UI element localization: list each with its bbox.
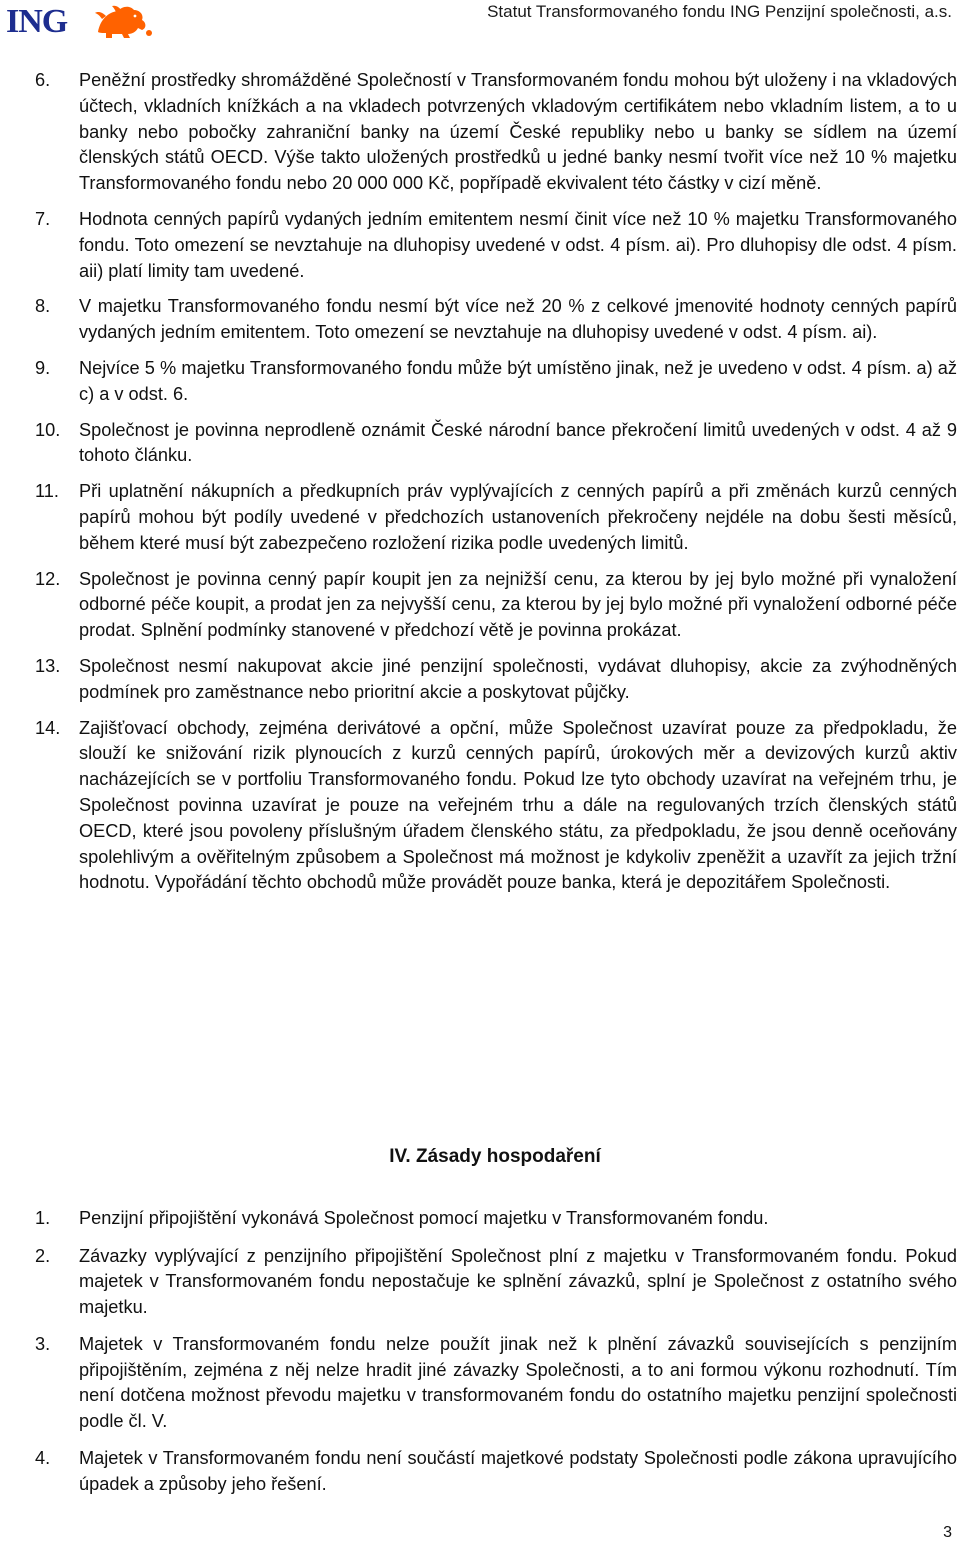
list-item: [35, 1332, 957, 1434]
ing-logo: [6, 2, 156, 42]
item-number: 9.: [35, 357, 51, 378]
logo-text: ING: [6, 3, 68, 40]
page-number: 3: [943, 1524, 952, 1541]
section-heading: IV. Zásady hospodaření: [389, 1146, 601, 1167]
list-item: [35, 418, 957, 470]
item-text: Při uplatnění nákupních a předkupních práv vyplývajících z cenných papírů a při změnách kurzů cenných papírů mohou být podíly uvedené v předchozích ustanoveních překročeny nejdéle na dobu šesti měsíců, během které musí být zabezpečeno rozložení rizika podle uvedených limitů.: [79, 481, 957, 553]
page-header: [0, 0, 960, 50]
item-number: 8.: [35, 296, 51, 317]
item-text: Společnost nesmí nakupovat akcie jiné penzijní společnosti, vydávat dluhopisy, akcie za zvýhodněných podmínek pro zaměstnance nebo prioritní akcie a poskytovat půjčky.: [79, 655, 957, 702]
item-text: Majetek v Transformovaném fondu nelze použít jinak než k plnění závazků souvisejících s penzijním připojištěním, zejména z něj nelze hradit jiné závazky Společnosti, a to ani formou výkonu rozhodnutí. Tím není dotčena možnost převodu majetku v transformovaném fondu do ostatního majetku penzijní společnosti podle čl. V.: [79, 1334, 957, 1431]
list-item: [35, 68, 957, 197]
list-item: [35, 1446, 957, 1497]
article-items-list: [35, 68, 957, 906]
list-item: [35, 567, 957, 644]
item-text: Nejvíce 5 % majetku Transformovaného fondu může být umístěno jinak, než je uvedeno v odst. 4 písm. a) až c) a v odst. 6.: [79, 357, 957, 404]
item-number: 11.: [35, 481, 59, 502]
item-text: Hodnota cenných papírů vydaných jedním emitentem nesmí činit více než 10 % majetku Transformovaného fondu. Toto omezení se nevztahuje na dluhopisy uvedené v odst. 4 písm. ai). Pro dluhopisy dle odst. 4 písm. aii) platí limity tam uvedené.: [79, 208, 957, 281]
list-item: [35, 654, 957, 706]
item-text: Závazky vyplývající z penzijního připojištění Společnost plní z majetku v Transformovaném fondu. Pokud majetek v Transformovaném fondu nepostačuje ke splnění závazků, splní je Společnost z ostatního svého majetku.: [79, 1245, 957, 1317]
list-item: [35, 207, 957, 284]
item-text: Společnost je povinna neprodleně oznámit České národní bance překročení limitů uvedených v odst. 4 až 9 tohoto článku.: [79, 419, 957, 466]
lion-icon: [92, 2, 154, 40]
list-item: [35, 479, 957, 556]
item-number: 12.: [35, 568, 61, 589]
list-item: [35, 294, 957, 346]
item-text: Peněžní prostředky shromážděné Společností v Transformovaném fondu mohou být uloženy i na vkladových účtech, vkladních knížkách a na vkladech potvrzených vkladovým certifikátem nebo vkladním listem, a to u banky nebo pobočky zahraniční banky na území České republiky nebo u banky se sídlem na území členských států OECD. Výše takto uložených prostředků u jedné banky nesmí tvořit více než 10 % majetku Transformovaného fondu nebo 20 000 000 Kč, popřípadě ekvivalent této částky v cizí měně.: [79, 70, 957, 194]
item-number: 1.: [35, 1208, 51, 1228]
item-number: 10.: [35, 419, 61, 440]
item-number: 7.: [35, 208, 51, 229]
list-item: [35, 356, 957, 408]
list-item: [35, 1206, 957, 1232]
item-text: Penzijní připojištění vykonává Společnost pomocí majetku v Transformovaném fondu.: [79, 1208, 769, 1228]
document-title: Statut Transformovaného fondu ING Penzijní společnosti, a.s.: [487, 2, 952, 21]
item-number: 14.: [35, 717, 61, 738]
list-item: [35, 716, 957, 897]
item-number: 2.: [35, 1245, 51, 1266]
item-number: 3.: [35, 1334, 51, 1354]
item-text: Zajišťovací obchody, zejména derivátové a opční, může Společnost uzavírat pouze za předpokladu, že slouží ke snižování rizik plynoucích z kurzů cenných papírů, úrokových měr a devizových kurzů aktiv nacházejících se v portfoliu Transformovaného fondu. Pokud lze tyto obchody uzavírat na veřejném trhu, je Společnost povinna uzavírat je pouze na veřejném trhu a dále na regulovaných trzích členských států OECD, které jsou povoleny příslušným úřadem členského státu, za předpokladu, že jsou denně oceňovány spolehlivým a ověřitelným způsobem a Společnost má možnost je kdykoliv zpeněžit a uzavřít za jejich tržní hodnotu. Vypořádání těchto obchodů může provádět pouze banka, která je depozitářem Společnosti.: [79, 717, 957, 893]
item-text: Společnost je povinna cenný papír koupit jen za nejnižší cenu, za kterou by jej bylo možné při vynaložení odborné péče koupit, a prodat jen za nejvyšší cenu, za kterou by jej bylo možné při vynaložení odborné péče prodat. Splnění podmínky stanovené v předchozí větě je povinna prokázat.: [79, 568, 957, 641]
section-items-list: [35, 1206, 957, 1509]
item-text: Majetek v Transformovaném fondu není součástí majetkové podstaty Společnosti podle zákona upravujícího úpadek a způsoby jeho řešení.: [79, 1448, 957, 1494]
item-text: V majetku Transformovaného fondu nesmí být více než 20 % z celkové jmenovité hodnoty cenných papírů vydaných jedním emitentem. Toto omezení se nevztahuje na dluhopisy uvedené v odst. 4 písm. ai).: [79, 296, 957, 343]
item-number: 6.: [35, 70, 51, 90]
item-number: 13.: [35, 655, 61, 676]
list-item: [35, 1244, 957, 1321]
item-number: 4.: [35, 1448, 51, 1468]
